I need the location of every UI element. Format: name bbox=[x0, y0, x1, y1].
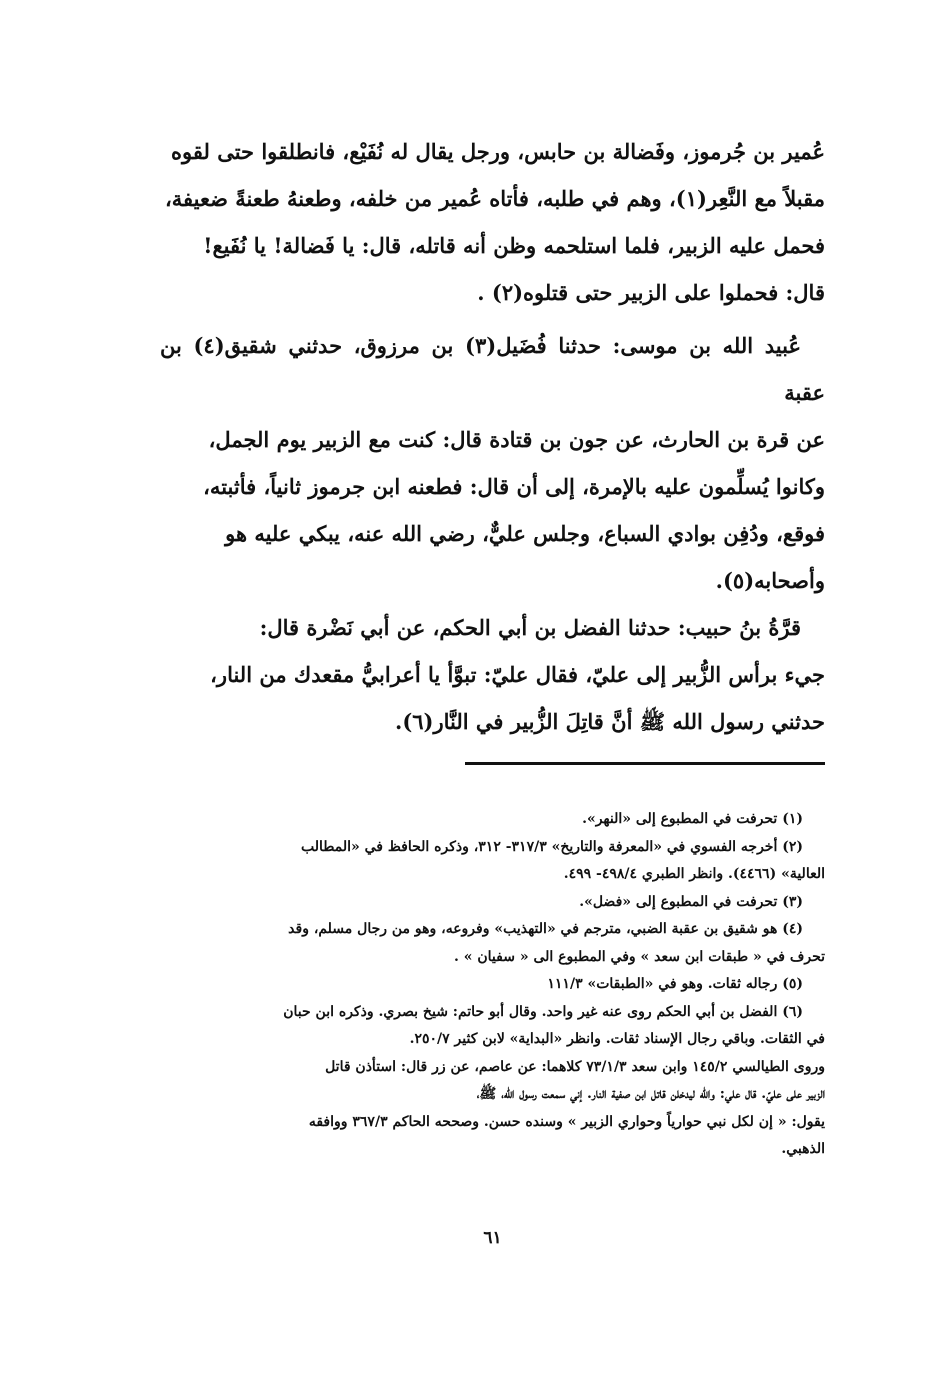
footnote-line: وروى الطيالسي ١٤٥/٢ وابن سعد ٧٣/١/٣ كلاهما: عن عاصم، عن زر قال: استأذن قاتل bbox=[325, 1058, 825, 1075]
page-number: ٦١ bbox=[483, 1228, 502, 1248]
footnote-line: الذهبي. bbox=[781, 1141, 825, 1157]
footnote-line: العالية» (٤٤٦٦). وانظر الطبري ٤٩٨/٤- ٤٩٩. bbox=[563, 866, 825, 882]
footnote-line: (٢) أخرجه الفسوي في «المعرفة والتاريخ» ٣١٧/٣- ٣١٢، وذكره الحافظ في «المطالب bbox=[300, 838, 803, 855]
footnote-line: (٥) رجاله ثقات. وهو في «الطبقات» ١١١/٣ bbox=[547, 976, 803, 992]
text-line: وأصحابه(٥). bbox=[715, 568, 825, 593]
text-line: قال: فحملوا على الزبير حتى قتلوه(٢) . bbox=[477, 280, 825, 305]
text-line: حدثني رسول الله ﷺ أنَّ قاتِلَ الزُّبير في النَّار(٦). bbox=[395, 709, 825, 734]
text-line: جيء برأس الزُّبير إلى عليّ، فقال عليّ: تبوَّأ يا أعرابيُّ مقعدك من النار، bbox=[210, 662, 825, 687]
text-line: عُبيد الله بن موسى: حدثنا فُضَيل(٣) بن مرزوق، حدثني شقيق(٤) بن عقبة bbox=[160, 333, 825, 405]
footnote-line: تحرف في « طبقات ابن سعد » وفي المطبوع الى « سفيان » . bbox=[453, 948, 825, 965]
footnote-line: في الثقات. وباقي رجال الإسناد ثقات. وانظر «البداية» لابن كثير ٢٥٠/٧. bbox=[409, 1031, 825, 1047]
footnote-line: (٤) هو شقيق بن عقبة الضبي، مترجم في «التهذيب» وفروعه، وهو من رجال مسلم، وقد bbox=[288, 921, 803, 937]
footnote-line: الزبير على عليّ. قال علي: والله ليدخلن قاتل ابن صفية النار. إني سمعت رسول الله، ﷺ، bbox=[476, 1086, 825, 1102]
text-line: قرَّةُ بنُ حبيب: حدثنا الفضل بن أبي الحكم، عن أبي نَضْرة قال: bbox=[259, 615, 801, 640]
footnote-line: (٦) الفضل بن أبي الحكم روى عنه غير واحد. وقال أبو حاتم: شيخ بصري. وذكره ابن حبان bbox=[283, 1003, 803, 1020]
footnote-line: (٣) تحرفت في المطبوع إلى «فضل». bbox=[579, 893, 803, 910]
footnotes bbox=[160, 806, 825, 1164]
text-line: عن قرة بن الحارث، عن جون بن قتادة قال: كنت مع الزبير يوم الجمل، bbox=[208, 427, 825, 452]
text-line: فوقع، ودُفِن بوادي السباع، وجلس عليٌّ، رضي الله عنه، يبكي عليه هو bbox=[225, 521, 825, 546]
footnote-line: (١) تحرفت في المطبوع إلى «النهر». bbox=[582, 811, 803, 827]
text-line: فحمل عليه الزبير، فلما استلحمه وظن أنه قاتله، قال: يا فَضالة! يا نُفَيع! bbox=[203, 233, 825, 258]
main-text bbox=[160, 128, 825, 745]
footnote-line: يقول: « إن لكل نبي حوارياً وحواري الزبير » وسنده حسن. وصححه الحاكم ٣٦٧/٣ ووافقه bbox=[308, 1113, 825, 1130]
text-line: عُمير بن جُرموز، وفَضالة بن حابس، ورجل يقال له نُفَيْع، فانطلقوا حتى لقوه bbox=[171, 139, 825, 164]
text-line: مقبلاً مع النَّعِر(١)، وهم في طلبه، فأتاه عُمير من خلفه، وطعنهُ طعنةً ضعيفة، bbox=[165, 186, 825, 211]
page bbox=[160, 128, 825, 1248]
footnote-divider bbox=[465, 762, 825, 765]
text-line: وكانوا يُسلِّمون عليه بالإمرة، إلى أن قال: فطعنه ابن جرموز ثانياً، فأثبته، bbox=[203, 474, 825, 499]
